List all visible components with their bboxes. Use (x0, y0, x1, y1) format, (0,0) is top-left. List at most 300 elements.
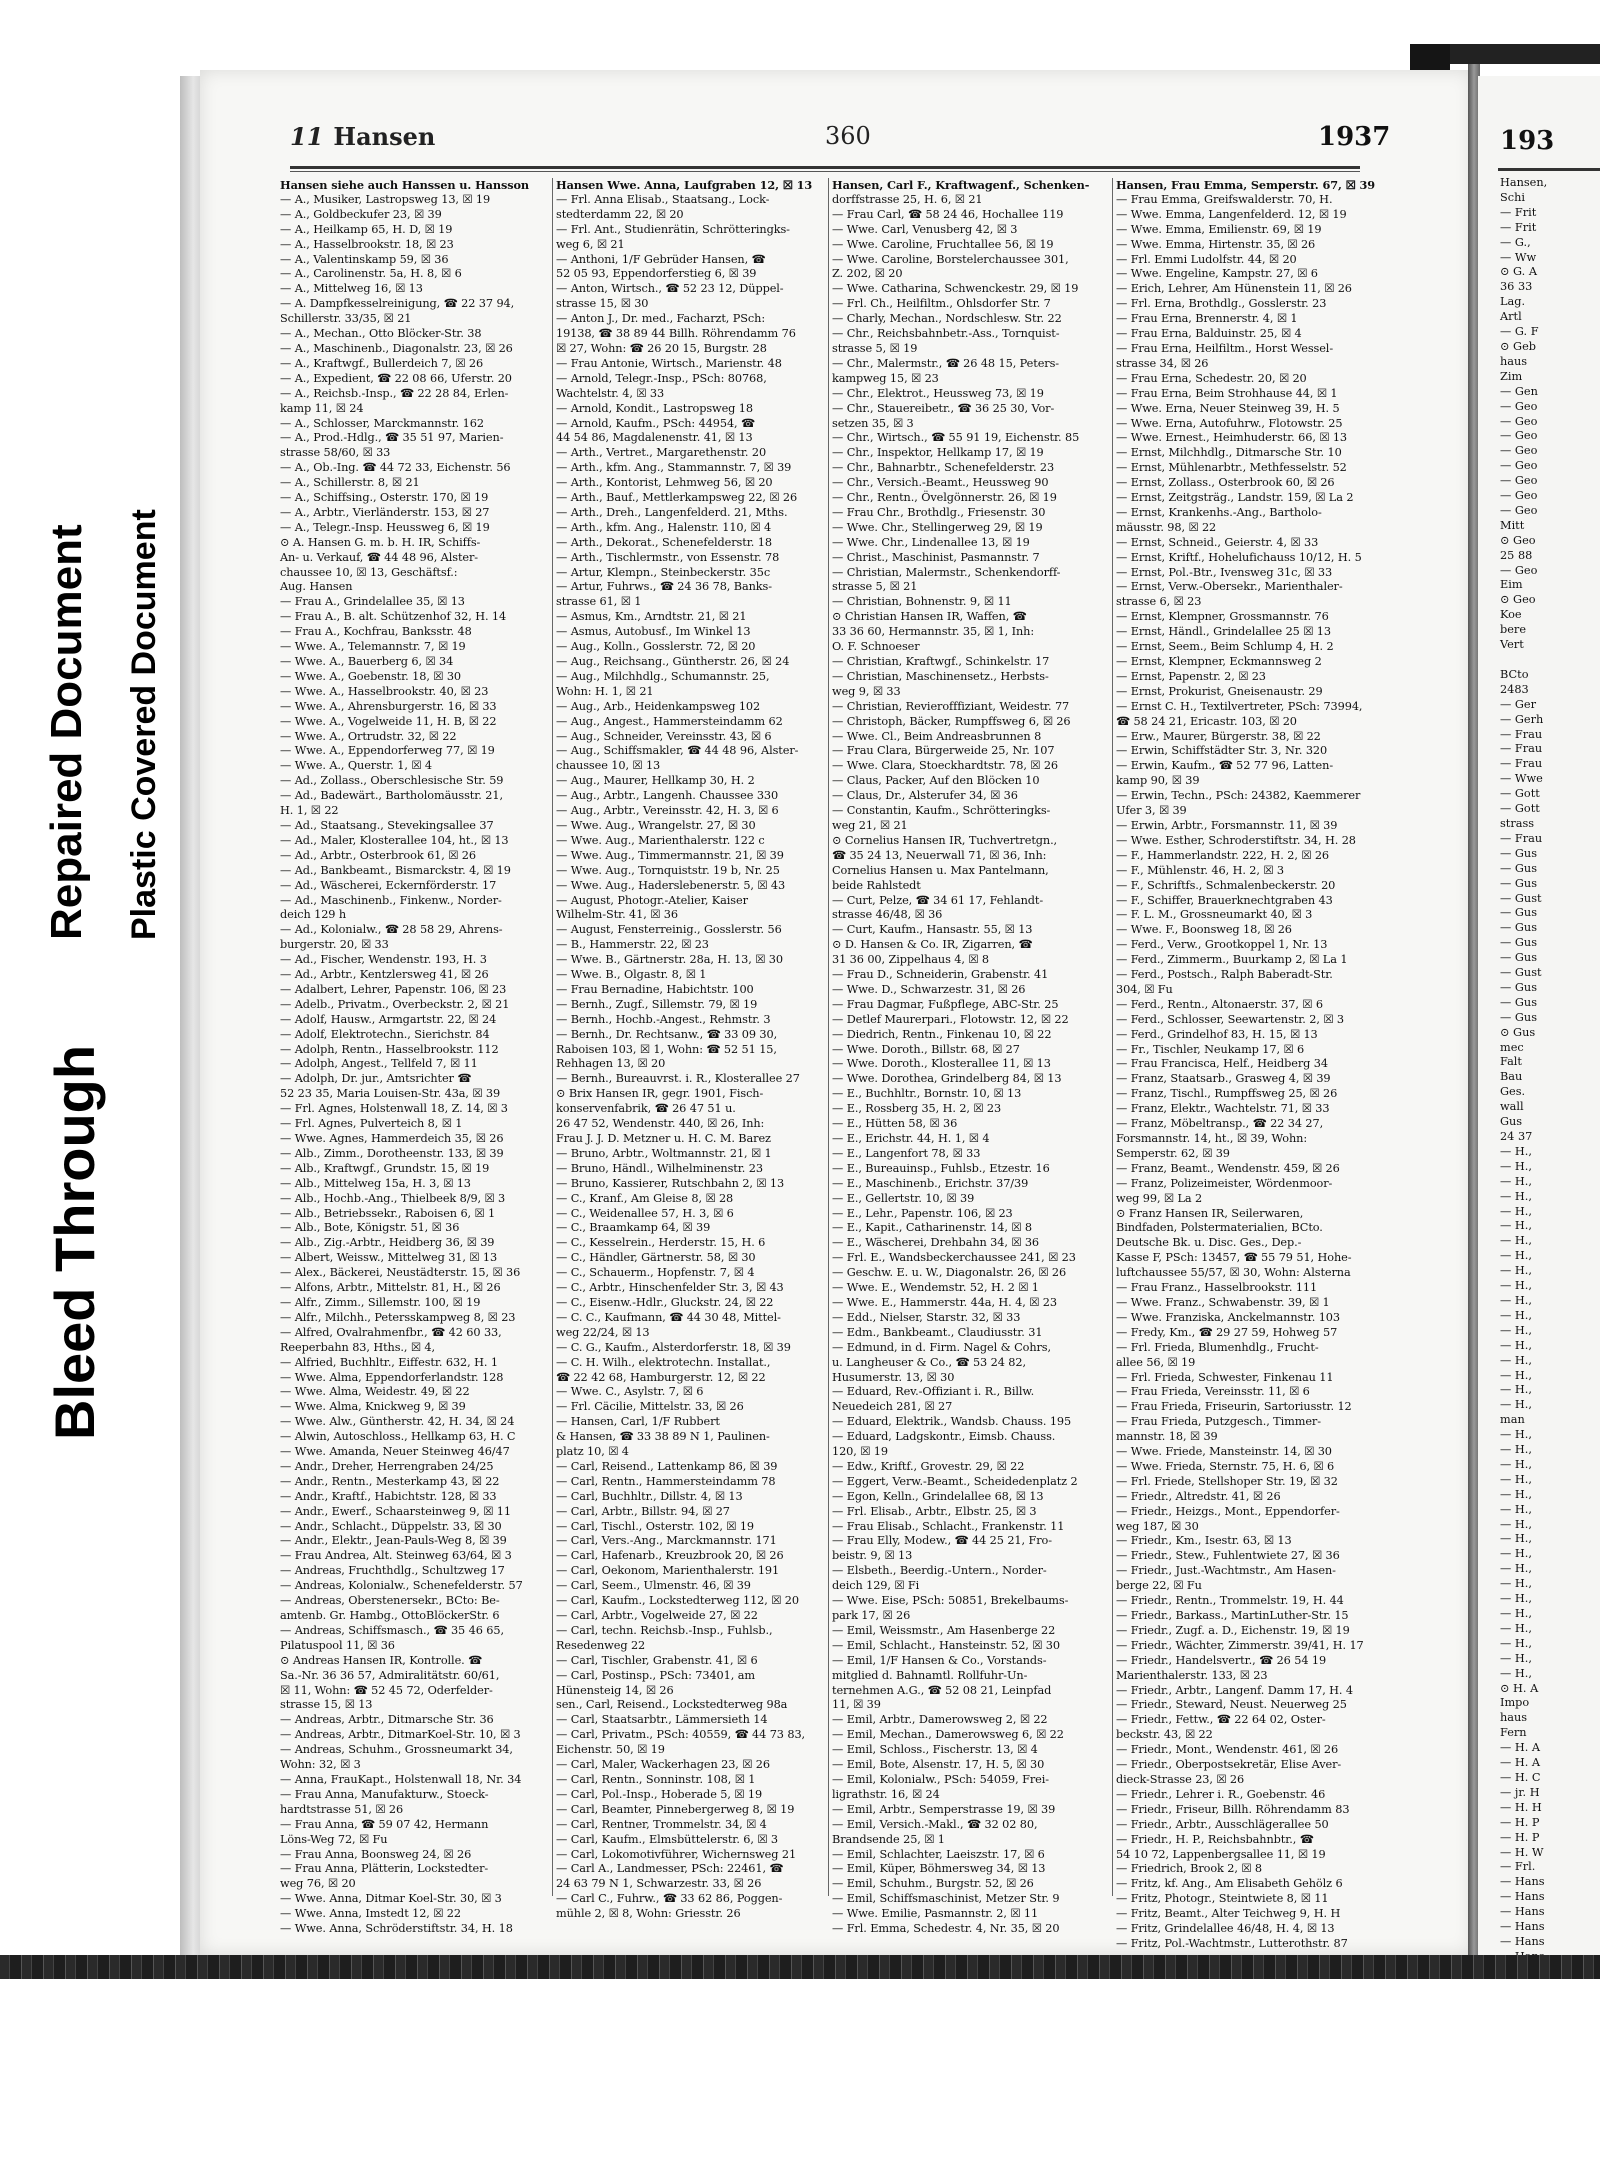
directory-entry: platz 10, ☒ 4 (556, 1445, 629, 1459)
directory-entry: beistr. 9, ☒ 13 (832, 1549, 913, 1563)
next-page-entry: — H., (1500, 1234, 1532, 1248)
next-page-entry: — H., (1500, 1428, 1532, 1442)
directory-entry: — Wwe. A., Ortrudstr. 32, ☒ 22 (280, 729, 457, 743)
directory-entry: — Friedr., Rentn., Trommelstr. 19, H. 44 (1116, 1594, 1344, 1608)
directory-entry: weg 6, ☒ 21 (556, 237, 625, 251)
directory-entry: — Anton J., Dr. med., Facharzt, PSch: (556, 312, 766, 326)
next-page-entry: Ges. (1500, 1085, 1526, 1099)
directory-entry: — Carl, Rentner, Trommelstr. 34, ☒ 4 (556, 1817, 767, 1831)
directory-entry: — Alb., Hochb.-Ang., Thielbeek 8/9, ☒ 3 (280, 1191, 506, 1205)
directory-entry: — Wwe. Engeline, Kampstr. 27, ☒ 6 (1116, 267, 1318, 281)
directory-entry: Raboisen 103, ☒ 1, Wohn: ☎ 52 51 15, (556, 1042, 777, 1056)
directory-entry: — Fritz, Grindelallee 46/48, H. 4, ☒ 13 (1116, 1922, 1335, 1936)
directory-entry: — Erich, Lehrer, Am Hünenstein 11, ☒ 26 (1116, 282, 1352, 296)
directory-entry: — Emil, Arbtr., Damerowsweg 2, ☒ 22 (832, 1713, 1048, 1727)
directory-entry: — Franz, Möbeltransp., ☎ 22 34 27, (1116, 1117, 1324, 1131)
next-page-entry: — H. P (1500, 1815, 1540, 1829)
directory-entry: — Frau A., B. alt. Schützenhof 32, H. 14 (280, 610, 507, 624)
next-page-entry: ⊙ H. A (1500, 1681, 1539, 1695)
directory-entry: — E., Wäscherei, Drehbahn 34, ☒ 36 (832, 1236, 1040, 1250)
directory-entry: — E., Lehr., Papenstr. 106, ☒ 23 (832, 1206, 1013, 1220)
directory-entry: — Ad., Staatsang., Stevekingsallee 37 (280, 818, 494, 832)
directory-entry: — Ferd., Schlosser, Seewartenstr. 2, ☒ 3 (1116, 1012, 1344, 1026)
directory-entry: — Chr., Elektrot., Heussweg 73, ☒ 19 (832, 386, 1044, 400)
directory-entry: — Andreas, Kolonialw., Schenefelderstr. 57 (280, 1579, 523, 1593)
directory-entry: — Friedr., Stew., Fuhlentwiete 27, ☒ 36 (1116, 1549, 1340, 1563)
directory-entry: — Frau Francisca, Helf., Heidberg 34 (1116, 1057, 1328, 1071)
directory-entry: ⊙ Brix Hansen IR, gegr. 1901, Fisch- (556, 1087, 764, 1101)
directory-entry: — Friedr., Lehrer i. R., Goebenstr. 46 (1116, 1787, 1326, 1801)
directory-entry: — E., Rossberg 35, H. 2, ☒ 23 (832, 1102, 1002, 1116)
next-page-entry: — Gus (1500, 846, 1537, 860)
next-page-entry: Zim (1500, 369, 1523, 383)
directory-entry: Marienthalerstr. 133, ☒ 23 (1116, 1668, 1268, 1682)
directory-entry: — Wwe. Chr., Lindenallee 13, ☒ 19 (832, 535, 1030, 549)
next-page-entry: — Gott (1500, 787, 1540, 801)
directory-entry: — Wwe. A., Querstr. 1, ☒ 4 (280, 759, 432, 773)
directory-entry: — Wwe. Doroth., Klosterallee 11, ☒ 13 (832, 1057, 1051, 1071)
directory-entry: — Andr., Rentn., Mesterkamp 43, ☒ 22 (280, 1474, 500, 1488)
directory-entry: — Frau Franz., Hasselbrookstr. 111 (1116, 1281, 1318, 1295)
directory-entry: 19138, ☎ 38 89 44 Billh. Röhrendamm 76 (556, 327, 796, 341)
directory-entry: — C., Weidenallee 57, H. 3, ☒ 6 (556, 1206, 734, 1220)
directory-entry: — Chr., Bahnarbtr., Schenefelderstr. 23 (832, 461, 1055, 475)
next-page-entry: — Gus (1500, 1010, 1537, 1024)
directory-entry: — A., Arbtr., Vierländerstr. 153, ☒ 27 (280, 505, 490, 519)
directory-entry: kamp 90, ☒ 39 (1116, 774, 1200, 788)
next-page-entry: — Geo (1500, 399, 1538, 413)
directory-entry: beckstr. 43, ☒ 22 (1116, 1728, 1213, 1742)
directory-entry: — Andr., Elektr., Jean-Pauls-Weg 8, ☒ 39 (280, 1534, 507, 1548)
directory-entry: — Alb., Betriebssekr., Raboisen 6, ☒ 1 (280, 1206, 496, 1220)
header-rule-thin (290, 171, 1360, 172)
directory-entry: — Ernst, Verw.-Obersekr., Marienthaler- (1116, 580, 1343, 594)
directory-entry: — Carl, Lokomotivführer, Wichernsweg 21 (556, 1847, 797, 1861)
directory-entry: — A., Hasselbrookstr. 18, ☒ 23 (280, 237, 454, 251)
directory-entry: — Wwe. A., Ahrensburgerstr. 16, ☒ 33 (280, 699, 497, 713)
directory-entry: stedterdamm 22, ☒ 20 (556, 207, 684, 221)
next-page-rule (1498, 168, 1600, 171)
directory-entry: — Frl. Friede, Stellshoper Str. 19, ☒ 32 (1116, 1474, 1338, 1488)
next-page-entry: — Gus (1500, 861, 1537, 875)
next-page-entry: — H., (1500, 1472, 1532, 1486)
bleed-through-label: Bleed Through (43, 1044, 106, 1440)
next-page-entry: — H., (1500, 1532, 1532, 1546)
next-page-entry: — H., (1500, 1443, 1532, 1457)
next-page-entry: — Gott (1500, 802, 1540, 816)
next-page-entry: — H., (1500, 1577, 1532, 1591)
directory-entry: — Carl, Hafenarb., Kreuzbrook 20, ☒ 26 (556, 1549, 784, 1563)
directory-entry: — Friedr., Oberpostsekretär, Elise Aver- (1116, 1758, 1342, 1772)
directory-entry: — Artur, Fuhrws., ☎ 24 36 78, Banks- (556, 580, 772, 594)
directory-entry: 52 23 35, Maria Louisen-Str. 43a, ☒ 39 (280, 1087, 501, 1101)
directory-entry: — Ferd., Grindelhof 83, H. 15, ☒ 13 (1116, 1027, 1318, 1041)
next-page-entry: — H., (1500, 1621, 1532, 1635)
next-page-entry: — Geo (1500, 444, 1538, 458)
directory-entry: — Frau Dagmar, Fußpflege, ABC-Str. 25 (832, 997, 1059, 1011)
directory-entry: — Frau Frieda, Friseurin, Sartoriusstr. 12 (1116, 1400, 1352, 1414)
header-rule (290, 166, 1360, 169)
next-page-entry: — H., (1500, 1189, 1532, 1203)
next-page-entry: — Ww (1500, 250, 1537, 264)
next-page-entry: ⊙ Geo (1500, 593, 1536, 607)
column-divider (828, 178, 829, 1896)
directory-entry: Ufer 3, ☒ 39 (1116, 804, 1187, 818)
directory-entry: — Ernst, Kriftf., Hohelufichauss 10/12, H. 5 (1116, 550, 1362, 564)
next-page-entry: — jr. H (1500, 1785, 1540, 1799)
directory-entry: — Albert, Weissw., Mittelweg 31, ☒ 13 (280, 1251, 498, 1265)
directory-entry: deich 129 h (280, 908, 347, 922)
directory-entry: kamp 11, ☒ 24 (280, 401, 364, 415)
directory-entry: — Carl, Tischl., Osterstr. 102, ☒ 19 (556, 1519, 754, 1533)
directory-entry: — Emil, Bote, Alsenstr. 17, H. 5, ☒ 30 (832, 1758, 1045, 1772)
directory-entry: — Aug., Arbtr., Vereinsstr. 42, H. 3, ☒ 6 (556, 804, 779, 818)
directory-entry: strasse 58/60, ☒ 33 (280, 446, 391, 460)
directory-entry: — Wwe. Cl., Beim Andreasbrunnen 8 (832, 729, 1042, 743)
directory-entry: — Ad., Kolonialw., ☎ 28 58 29, Ahrens- (280, 923, 503, 937)
next-page-entry: BCto (1500, 667, 1529, 681)
directory-entry: Hansen siehe auch Hanssen u. Hansson (280, 178, 530, 192)
directory-entry: — Arth., Kontorist, Lehmweg 56, ☒ 20 (556, 476, 773, 490)
top-margin (0, 0, 1600, 44)
directory-entry: — C., Arbtr., Hinschenfelder Str. 3, ☒ 43 (556, 1281, 784, 1295)
directory-entry: Semperstr. 62, ☒ 39 (1116, 1146, 1230, 1160)
directory-entry: weg 187, ☒ 30 (1116, 1519, 1199, 1533)
column-4 (1116, 178, 1406, 1950)
directory-entry: — Alex., Bäckerei, Neustädterstr. 15, ☒ 36 (280, 1266, 521, 1280)
directory-entry: — Wwe. F., Boonsweg 18, ☒ 26 (1116, 923, 1292, 937)
column-1 (280, 178, 548, 1936)
directory-entry: — Frau Bernadine, Habichtstr. 100 (556, 982, 754, 996)
directory-entry: — Ferd., Verw., Grootkoppel 1, Nr. 13 (1116, 938, 1328, 952)
directory-entry: — Chr., Reichsbahnbetr.-Ass., Tornquist- (832, 327, 1060, 341)
directory-entry: — Carl, Privatm., PSch: 40559, ☎ 44 73 83, (556, 1728, 806, 1742)
next-page-entry: — H., (1500, 1353, 1532, 1367)
directory-entry: — Chr., Malermstr., ☎ 26 48 15, Peters- (832, 356, 1059, 370)
directory-entry: — Wwe. A., Hasselbrookstr. 40, ☒ 23 (280, 684, 489, 698)
directory-entry: ⊙ Andreas Hansen IR, Kontrolle. ☎ (280, 1653, 483, 1667)
directory-entry: — Christian, Kraftwgf., Schinkelstr. 17 (832, 655, 1050, 668)
directory-entry: — Ernst C. H., Textilvertreter, PSch: 73994, (1116, 699, 1363, 713)
directory-entry: — Wwe. Anna, Ditmar Koel-Str. 30, ☒ 3 (280, 1892, 502, 1906)
directory-entry: An- u. Verkauf, ☎ 44 48 96, Alster- (280, 550, 478, 564)
directory-entry: — Frl. Emma, Schedestr. 4, Nr. 35, ☒ 20 (832, 1922, 1060, 1936)
next-page-entry: — H. W (1500, 1845, 1544, 1859)
directory-entry: — August, Fensterreinig., Gosslerstr. 56 (556, 923, 782, 937)
directory-entry: Bindfaden, Polstermaterialien, BCto. (1116, 1221, 1323, 1235)
directory-entry: — C. G., Kaufm., Alsterdorferstr. 18, ☒ 39 (556, 1340, 791, 1354)
side-labels (30, 400, 180, 1450)
directory-entry: — Andreas, Schiffsmasch., ☎ 35 46 65, (280, 1623, 504, 1637)
next-page-entry: Impo (1500, 1696, 1530, 1710)
directory-entry: Reeperbahn 83, Hths., ☒ 4, (280, 1340, 435, 1354)
directory-entry: — Ernst, Händl., Grindelallee 25 ☒ 13 (1116, 625, 1331, 639)
directory-entry: — Wwe. Caroline, Fruchtallee 56, ☒ 19 (832, 237, 1054, 251)
directory-entry: — Fritz, kf. Ang., Am Elisabeth Gehölz 6 (1116, 1877, 1343, 1891)
directory-entry: — Wwe. E., Hammerstr. 44a, H. 4, ☒ 23 (832, 1295, 1057, 1309)
directory-entry: — A., Reichsb.-Insp., ☎ 22 28 84, Erlen- (280, 386, 509, 400)
directory-entry: kampweg 15, ☒ 23 (832, 371, 939, 385)
next-page-entry: — Hans (1500, 1920, 1545, 1934)
directory-entry: — Wwe. Dorothea, Grindelberg 84, ☒ 13 (832, 1072, 1062, 1086)
directory-entry: — Chr., Stauereibetr., ☎ 36 25 30, Vor- (832, 401, 1055, 415)
directory-entry: — Ernst, Zollass., Osterbrook 60, ☒ 26 (1116, 476, 1335, 490)
directory-entry: — Frau Erna, Balduinstr. 25, ☒ 4 (1116, 327, 1302, 341)
directory-entry: — F., Schiffer, Brauerknechtgraben 43 (1116, 893, 1333, 907)
directory-entry: — Erwin, Arbtr., Forsmannstr. 11, ☒ 39 (1116, 818, 1338, 832)
directory-entry: ☒ 11, Wohn: ☎ 52 45 72, Oderfelder- (280, 1683, 493, 1697)
next-page-entry: — Frit (1500, 220, 1537, 234)
directory-entry: O. F. Schnoeser (832, 640, 920, 654)
directory-entry: 52 05 93, Eppendorferstieg 6, ☒ 39 (556, 267, 757, 281)
directory-entry: — Andr., Kraftf., Habichtstr. 128, ☒ 33 (280, 1489, 497, 1503)
directory-entry: — Bernh., Bureauvrst. i. R., Klosterallee 27 (556, 1072, 800, 1086)
directory-entry: — Adolph, Angest., Tellfeld 7, ☒ 11 (280, 1057, 478, 1071)
directory-entry: — Wwe. Emma, Emilienstr. 69, ☒ 19 (1116, 222, 1322, 236)
directory-entry: mannstr. 18, ☒ 39 (1116, 1430, 1218, 1444)
directory-entry: — Claus, Dr., Alsterufer 34, ☒ 36 (832, 789, 1018, 803)
directory-entry: — E., Erichstr. 44, H. 1, ☒ 4 (832, 1132, 990, 1145)
next-page-entry: ⊙ Geb (1500, 339, 1536, 353)
next-page-entry: — Frit (1500, 205, 1537, 219)
directory-entry: — Carl, Oekonom, Marienthalerstr. 191 (556, 1564, 780, 1578)
directory-entry: — A., Prod.-Hdlg., ☎ 35 51 97, Marien- (280, 431, 504, 445)
directory-entry: chaussee 10, ☒ 13, Geschäftsf.: (280, 565, 458, 579)
next-page-entry: — Frau (1500, 727, 1543, 741)
directory-entry: — Hansen, Carl, 1/F Rubbert (556, 1415, 720, 1429)
directory-entry: Brandsende 25, ☒ 1 (832, 1832, 945, 1846)
directory-entry: — Aug., Milchhdlg., Schumannstr. 25, (556, 669, 770, 683)
directory-entry: — Friedr., Arbtr., Langenf. Damm 17, H. 4 (1116, 1683, 1354, 1697)
directory-entry: — Wwe. Emma, Hirtenstr. 35, ☒ 26 (1116, 237, 1316, 251)
directory-entry: — Frau Emma, Greifswalderstr. 70, H. (1116, 192, 1333, 206)
scan-black-strip (1450, 44, 1600, 64)
directory-entry: sen., Carl, Reisend., Lockstedterweg 98a (556, 1698, 788, 1712)
directory-entry: berge 22, ☒ Fu (1116, 1579, 1202, 1593)
directory-entry: 54 10 72, Lappenbergsallee 11, ☒ 19 (1116, 1847, 1326, 1861)
directory-entry: — Wwe. Anna, Schröderstiftstr. 34, H. 18 (280, 1922, 513, 1936)
directory-entry: — Arth., Dreh., Langenfelderd. 21, Mths. (556, 505, 788, 519)
directory-entry: Eichenstr. 50, ☒ 19 (556, 1743, 665, 1757)
directory-entry: — Andr., Dreher, Herrengraben 24/25 (280, 1459, 494, 1473)
directory-entry: — Friedr., Friseur, Billh. Röhrendamm 83 (1116, 1802, 1350, 1816)
directory-entry: — Adelb., Privatm., Overbeckstr. 2, ☒ 21 (280, 997, 510, 1011)
directory-entry: — Ernst, Seem., Beim Schlump 4, H. 2 (1116, 640, 1334, 654)
directory-entry: — Artur, Klempn., Steinbeckerstr. 35c (556, 565, 771, 579)
directory-entry: — Ad., Zollass., Oberschlesische Str. 59 (280, 774, 504, 788)
next-page-entry: — H., (1500, 1457, 1532, 1471)
directory-entry: — Frau Anna, Plätterin, Lockstedter- (280, 1862, 489, 1876)
directory-entry: — Wwe. Caroline, Borstelerchaussee 301, (832, 252, 1069, 266)
header-name: Hansen (333, 122, 436, 151)
directory-entry: ligrathstr. 16, ☒ 24 (832, 1787, 940, 1801)
directory-entry: 33 36 60, Hermannstr. 35, ☒ 1, Inh: (832, 625, 1035, 639)
directory-entry: — Asmus, Autobusf., Im Winkel 13 (556, 625, 751, 639)
directory-entry: — C., Braamkamp 64, ☒ 39 (556, 1221, 711, 1235)
directory-entry: — Edmund, in d. Firm. Nagel & Cohrs, (832, 1340, 1051, 1354)
next-page-entry: wall (1500, 1100, 1524, 1114)
directory-entry: ☎ 35 24 13, Neuerwall 71, ☒ 36, Inh: (832, 848, 1047, 862)
next-page-entry: — Gen (1500, 384, 1538, 398)
next-page-entry: 2483 (1500, 682, 1529, 696)
next-page-entry: — Gus (1500, 906, 1537, 920)
directory-entry: — Adolph, Dr. jur., Amtsrichter ☎ (280, 1072, 472, 1086)
directory-entry: — Eduard, Elektrik., Wandsb. Chauss. 195 (832, 1415, 1072, 1429)
next-page-entry: — H., (1500, 1293, 1532, 1307)
directory-entry: — Fr., Tischler, Neukamp 17, ☒ 6 (1116, 1042, 1305, 1056)
next-page-entry: Hansen, (1500, 176, 1548, 189)
next-page-entry: — Gerh (1500, 712, 1544, 726)
next-page-entry: — H., (1500, 1264, 1532, 1278)
directory-entry: — Wwe. B., Gärtnerstr. 28a, H. 13, ☒ 30 (556, 953, 783, 967)
directory-entry: — Wwe. Erna, Autofuhrw., Flotowstr. 25 (1116, 416, 1343, 430)
directory-entry: — Wwe. C., Asylstr. 7, ☒ 6 (556, 1385, 704, 1399)
directory-entry: — Wwe. B., Olgastr. 8, ☒ 1 (556, 968, 707, 982)
directory-entry: — Frl. Elisab., Arbtr., Elbstr. 25, ☒ 3 (832, 1504, 1037, 1518)
directory-entry: — E., Langenfort 78, ☒ 33 (832, 1146, 981, 1160)
next-page-entry: — Gust (1500, 966, 1542, 980)
directory-entry: mühle 2, ☒ 8, Wohn: Griesstr. 26 (556, 1907, 741, 1921)
directory-entry: — A., Ob.-Ing. ☎ 44 72 33, Eichenstr. 56 (280, 461, 511, 475)
next-page-entry: Falt (1500, 1055, 1522, 1069)
directory-entry: Hansen Wwe. Anna, Laufgraben 12, ☒ 13 (556, 178, 813, 192)
next-page-entry: — Frau (1500, 831, 1543, 845)
directory-entry: — Ferd., Rentn., Altonaerstr. 37, ☒ 6 (1116, 997, 1323, 1011)
next-page-entry: — H. C (1500, 1770, 1541, 1784)
directory-entry: amtenb. Gr. Hambg., OttoBlöckerStr. 6 (280, 1609, 500, 1622)
directory-entry: — Carl, Postinsp., PSch: 73401, am (556, 1668, 755, 1682)
next-page-entry: mec (1500, 1040, 1524, 1054)
next-page-entry: ⊙ G. A (1500, 265, 1538, 279)
directory-entry: — Emil, 1/F Hansen & Co., Vorstands- (832, 1653, 1047, 1667)
directory-entry: — August, Photogr.-Atelier, Kaiser (556, 893, 748, 907)
directory-entry: — Ernst, Papenstr. 2, ☒ 23 (1116, 669, 1266, 683)
next-page-entry: — H., (1500, 1338, 1532, 1352)
next-page-entry: — Hans (1500, 1905, 1545, 1919)
directory-entry: — Arnold, Kaufm., PSch: 44954, ☎ (556, 416, 755, 430)
next-page-entry: — H., (1500, 1368, 1532, 1382)
directory-entry: — F., Hammerlandstr. 222, H. 2, ☒ 26 (1116, 848, 1330, 862)
directory-entry: — Adolf, Elektrotechn., Sierichstr. 84 (280, 1027, 490, 1041)
directory-entry: — Wwe. A., Goebenstr. 18, ☒ 30 (280, 669, 461, 683)
directory-entry: — Chr., Versich.-Beamt., Heussweg 90 (832, 476, 1049, 490)
directory-entry: — Carl, Kaufm., Elmsbüttelerstr. 6, ☒ 3 (556, 1832, 778, 1846)
directory-entry: — Arth., Tischlermstr., von Essenstr. 78 (556, 550, 780, 564)
directory-entry: — Ferd., Postsch., Ralph Baberadt-Str. (1116, 968, 1333, 982)
directory-entry: 11, ☒ 39 (832, 1698, 881, 1712)
next-page-entry: ⊙ Geo (1500, 533, 1536, 547)
next-page-entry: — Geo (1500, 563, 1538, 577)
directory-entry: ternehmen A.G., ☎ 52 08 21, Leinpfad (832, 1683, 1052, 1697)
directory-entry: — Wwe. Alw., Güntherstr. 42, H. 34, ☒ 24 (280, 1415, 515, 1429)
directory-entry: — Friedr., Wächter, Zimmerstr. 39/41, H. 17 (1116, 1638, 1364, 1652)
next-page-entry: — H., (1500, 1562, 1532, 1576)
directory-entry: — Ernst, Klempner, Grossmannstr. 76 (1116, 610, 1329, 624)
directory-entry: — Frau Anna, ☎ 59 07 42, Hermann (280, 1817, 489, 1831)
next-page-entry: — Frau (1500, 757, 1543, 771)
directory-entry: — C., Schauerm., Hopfenstr. 7, ☒ 4 (556, 1266, 755, 1280)
directory-entry: — Carl, Reisend., Lattenkamp 86, ☒ 39 (556, 1459, 778, 1473)
directory-entry: Forsmannstr. 14, ht., ☒ 39, Wohn: (1116, 1132, 1308, 1145)
scan-bottom-strip (0, 1955, 1600, 1979)
next-page-entry: — H., (1500, 1204, 1532, 1218)
directory-entry: — Adalbert, Lehrer, Papenstr. 106, ☒ 23 (280, 982, 507, 996)
directory-entry: dieck-Strasse 23, ☒ 26 (1116, 1772, 1245, 1786)
directory-entry: — Bernh., Hochb.-Angest., Rehmstr. 3 (556, 1012, 771, 1026)
next-page-entry: — Hans (1500, 1890, 1545, 1904)
directory-entry: — Bernh., Dr. Rechtsanw., ☎ 33 09 30, (556, 1027, 778, 1041)
directory-entry: — Frl. Ant., Studienrätin, Schrötteringks- (556, 222, 790, 236)
directory-entry: 304, ☒ Fu (1116, 982, 1173, 996)
directory-entry: — A., Schlosser, Marckmannstr. 162 (280, 416, 484, 430)
directory-entry: 26 47 52, Wendenstr. 440, ☒ 26, Inh: (556, 1117, 765, 1131)
directory-entry: — Franz, Staatsarb., Grasweg 4, ☒ 39 (1116, 1072, 1331, 1086)
directory-entry: — Friedr., Just.-Wachtmstr., Am Hasen- (1116, 1564, 1336, 1578)
directory-entry: — Frl. Erna, Brothdlg., Gosslerstr. 23 (1116, 297, 1327, 311)
directory-entry: — Carl, Seem., Ulmenstr. 46, ☒ 39 (556, 1579, 751, 1593)
directory-entry: — Wwe. Franz., Schwabenstr. 39, ☒ 1 (1116, 1295, 1330, 1309)
directory-entry: — Carl, Maler, Wackerhagen 23, ☒ 26 (556, 1758, 770, 1772)
directory-entry: — Aug., Arb., Heidenkampsweg 102 (556, 699, 761, 713)
directory-entry: — Wwe. Catharina, Schwenckestr. 29, ☒ 19 (832, 282, 1079, 296)
directory-entry: — Wwe. D., Schwarzestr. 31, ☒ 26 (832, 982, 1026, 996)
directory-entry: — C., Kesselrein., Herderstr. 15, H. 6 (556, 1236, 766, 1250)
directory-entry: — Emil, Mechan., Damerowsweg 6, ☒ 22 (832, 1728, 1064, 1742)
directory-entry: — Friedr., Fettw., ☎ 22 64 02, Oster- (1116, 1713, 1326, 1727)
directory-entry: — Friedr., Arbtr., Ausschlägerallee 50 (1116, 1817, 1329, 1831)
directory-entry: — Erw., Maurer, Bürgerstr. 38, ☒ 22 (1116, 729, 1321, 743)
directory-entry: — Wwe. Alma, Weidestr. 49, ☒ 22 (280, 1385, 470, 1399)
directory-entry: — Emil, Schuhm., Burgstr. 52, ☒ 26 (832, 1877, 1034, 1891)
directory-entry: — Ad., Badewärt., Bartholomäusstr. 21, (280, 789, 503, 803)
directory-entry: — Alfred, Ovalrahmenfbr., ☎ 42 60 33, (280, 1325, 502, 1339)
directory-entry: — Frl. Agnes, Holstenwall 18, Z. 14, ☒ 3 (280, 1102, 508, 1116)
directory-entry: — Carl, Pol.-Insp., Hoberade 5, ☒ 19 (556, 1787, 763, 1801)
directory-entry: — A., Schiffsing., Osterstr. 170, ☒ 19 (280, 491, 489, 505)
next-page-entry: — Hans (1500, 1934, 1545, 1948)
directory-entry: — Friedr., Heizgs., Mont., Eppendorfer- (1116, 1504, 1340, 1518)
next-page-entry: — Gus (1500, 921, 1537, 935)
directory-entry: — Franz, Tischl., Rumpffsweg 25, ☒ 26 (1116, 1087, 1338, 1101)
next-page-entry: — H., (1500, 1487, 1532, 1501)
directory-entry: — Christian, Maschinensetz., Herbsts- (832, 669, 1049, 683)
directory-entry: — Frl. Agnes, Pulverteich 8, ☒ 1 (280, 1117, 463, 1131)
directory-entry: — Frau A., Grindelallee 35, ☒ 13 (280, 595, 465, 609)
directory-entry: konservenfabrik, ☎ 26 47 51 u. (556, 1102, 736, 1116)
directory-entry: Resedenweg 22 (556, 1638, 646, 1652)
directory-entry: — Arth., Bauf., Mettlerkampsweg 22, ☒ 26 (556, 491, 798, 505)
directory-entry: — Constantin, Kaufm., Schrötteringks- (832, 804, 1051, 818)
directory-entry: — Fritz, Pol.-Wachtmstr., Lutterothstr. 87 (1116, 1936, 1348, 1950)
directory-entry: u. Langheuser & Co., ☎ 53 24 82, (832, 1355, 1026, 1369)
next-page-entry: — H., (1500, 1398, 1532, 1412)
next-page-entry: — Hans (1500, 1875, 1545, 1889)
next-page-entry: — H., (1500, 1636, 1532, 1650)
directory-entry: ☒ 27, Wohn: ☎ 26 20 15, Burgstr. 28 (556, 341, 767, 355)
directory-entry: — Wwe. Emma, Langenfelderd. 12, ☒ 19 (1116, 207, 1347, 221)
directory-entry: — Andr., Ewerf., Schaarsteinweg 9, ☒ 11 (280, 1504, 511, 1518)
directory-entry: — Adolf, Hausw., Armgartstr. 22, ☒ 24 (280, 1012, 497, 1026)
directory-entry: ⊙ D. Hansen & Co. IR, Zigarren, ☎ (832, 938, 1033, 952)
next-page-entry: — Geo (1500, 474, 1538, 488)
directory-entry: — A. Dampfkesselreinigung, ☎ 22 37 94, (280, 297, 515, 311)
directory-entry: luftchaussee 55/57, ☒ 30, Wohn: Alsterna (1116, 1266, 1351, 1280)
directory-entry: — Curt, Kaufm., Hansastr. 55, ☒ 13 (832, 923, 1033, 937)
next-page-column (1500, 176, 1600, 1980)
directory-entry: — Frau A., Kochfrau, Banksstr. 48 (280, 625, 472, 639)
directory-entry: — Carl A., Landmesser, PSch: 22461, ☎ (556, 1862, 784, 1876)
directory-entry: — Wwe. E., Wendemstr. 52, H. 2 ☒ 1 (832, 1281, 1039, 1295)
